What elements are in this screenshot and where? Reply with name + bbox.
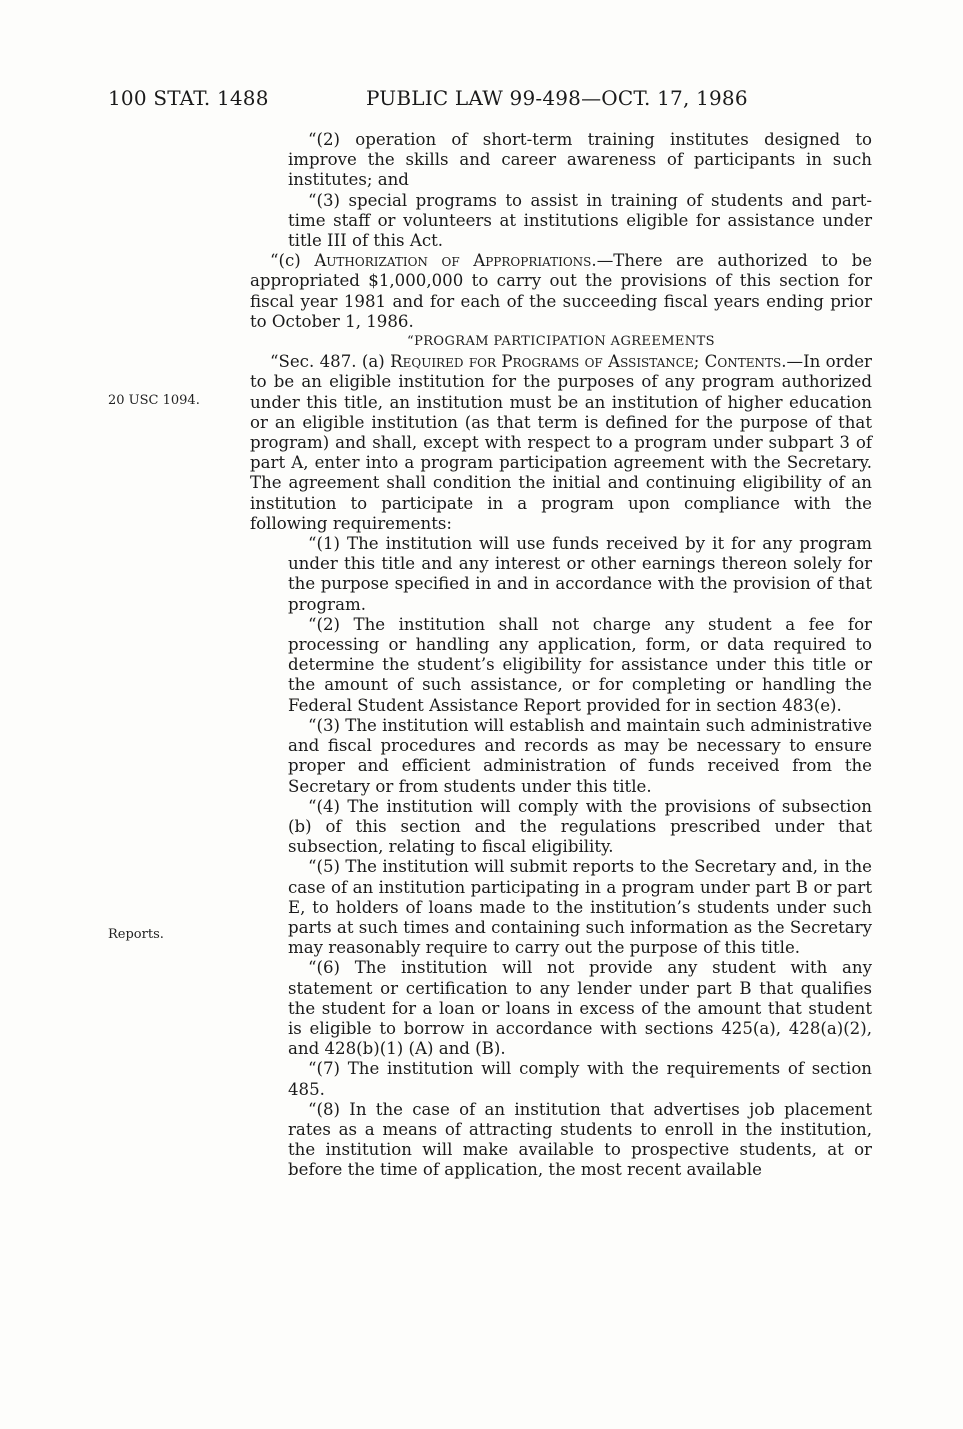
requirement-5: “(5) The institution will submit reports to the Secretary and, in the case of an institution participating in a program under part B or part E, to holders of loans made to the institution’s students under such parts at such times and containing such information as the Secretary may reasonably require to carry out the purpose of this title. bbox=[288, 857, 872, 958]
requirement-6: “(6) The institution will not provide any student with any statement or certification to any lender under part B that qualifies the student for a loan or loans in excess of the amount that student is eligible to borrow in accordance with sections 425(a), 428(a)(2), and 428(b)(1) (A) and (B). bbox=[288, 958, 872, 1059]
margin-note-usc: 20 USC 1094. bbox=[108, 393, 200, 408]
section-487-a bbox=[250, 352, 872, 534]
public-law-title: PUBLIC LAW 99-498—OCT. 17, 1986 bbox=[366, 86, 748, 110]
section-487-body: —In order to be an eligible institution for the purposes of any program authorized under this title, an institution must be an institution of higher education or an eligible institution (as that term is defined for the purpose of that program) and shall, except with respect to a program under subpart 3 of part A, enter into a program participation agreement with the Secretary. The agreement shall condition the initial and continuing eligibility of an institution to participate in a program upon compliance with the following requirements: bbox=[250, 352, 872, 533]
paragraph-2-short-term-institutes: “(2) operation of short-term training institutes designed to improve the skills and career awareness of participants in such institutes; and bbox=[288, 130, 872, 190]
subsection-c-body: —There are authorized to be appropriated $1,000,000 to carry out the provisions of this section for fiscal year 1981 and for each of the succeeding fiscal years ending prior to October 1, 1986. bbox=[250, 251, 873, 331]
body-text bbox=[250, 130, 872, 1181]
requirement-2: “(2) The institution shall not charge any student a fee for processing or handling any application, form, or data required to determine the student’s eligibility for assistance under this title or the amount of such assistance, or for completing or handling the Federal Student Assistance Report provided for in section 483(e). bbox=[288, 614, 872, 715]
subsection-c-authorization bbox=[250, 251, 872, 332]
margin-note-reports: Reports. bbox=[108, 927, 164, 942]
section-487-heading: Required for Programs of Assistance; Contents. bbox=[390, 352, 787, 372]
paragraph-3-special-programs: “(3) special programs to assist in training of students and part-time staff or volunteers at institutions eligible for assistance under title III of this Act. bbox=[288, 190, 872, 251]
statute-citation: 100 STAT. 1488 bbox=[108, 86, 269, 110]
requirement-4: “(4) The institution will comply with the provisions of subsection (b) of this section and the regulations prescribed under that subsection, relating to fiscal eligibility. bbox=[288, 796, 872, 857]
requirement-8: “(8) In the case of an institution that advertises job placement rates as a means of attracting students to enroll in the institution, the institution will make available to prospective students, at or before the time of application, the most recent available bbox=[288, 1099, 872, 1180]
subsection-c-prefix: “(c) bbox=[270, 251, 315, 271]
requirement-7: “(7) The institution will comply with the requirements of section 485. bbox=[288, 1059, 872, 1099]
requirement-3: “(3) The institution will establish and maintain such administrative and fiscal procedures and records as may be necessary to ensure proper and efficient administration of funds received from the Secretary or from students under this title. bbox=[288, 715, 873, 796]
requirement-1: “(1) The institution will use funds received by it for any program under this title and any interest or other earnings thereon solely for the purpose specified in and in accordance with the provision of that program. bbox=[288, 534, 872, 614]
section-heading: “PROGRAM PARTICIPATION AGREEMENTS bbox=[407, 334, 715, 350]
subsection-c-heading: Authorization of Appropriations. bbox=[314, 251, 597, 271]
section-487-prefix: “Sec. 487. (a) bbox=[270, 352, 391, 372]
